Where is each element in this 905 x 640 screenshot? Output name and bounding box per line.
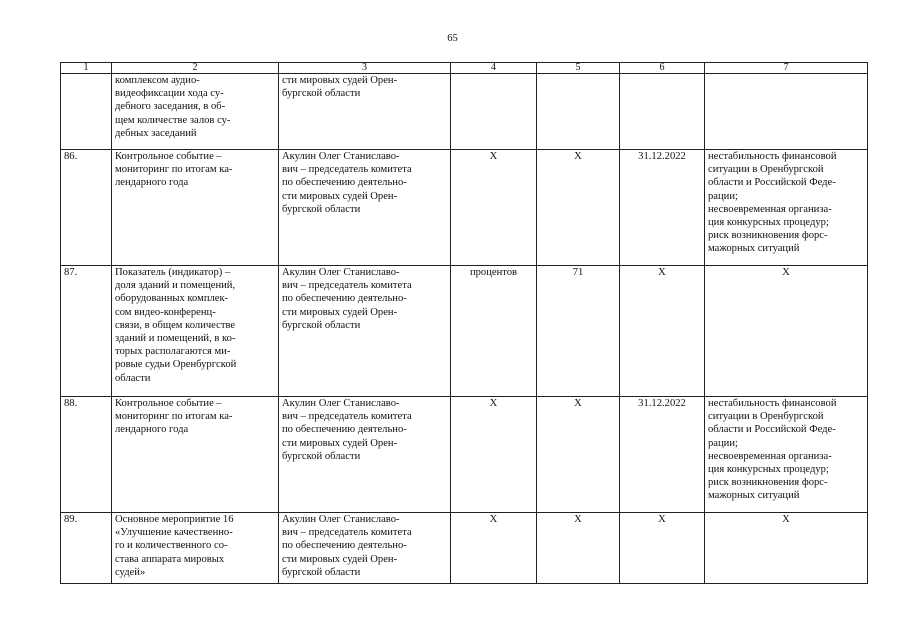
risks-cell xyxy=(705,397,868,513)
item-name: Контрольное событие – мониторинг по итогам ка- лендарного года xyxy=(115,151,233,189)
unit-value: процентов xyxy=(469,267,518,278)
row-number-cell xyxy=(61,513,112,584)
name-cell xyxy=(112,266,279,397)
item-name: комплексом аудио- видеофиксации хода су- дебного заседания, в об- щем количестве залов су- дебных заседаний xyxy=(115,75,231,139)
indicator-value: X xyxy=(574,398,582,409)
risks-cell xyxy=(705,266,868,397)
date-cell xyxy=(620,150,705,266)
date-cell xyxy=(620,74,705,150)
row-number-cell xyxy=(61,74,112,150)
indicator-value: X xyxy=(574,151,582,162)
risks-text: нестабильность финансовой ситуации в Оренбургской области и Российской Феде- рации; несвоевременная организа- ция конкурсных процедур; риск возникновения форс- мажорных ситуаций xyxy=(708,398,837,502)
responsible-person: Акулин Олег Станиславо- вич – председатель комитета по обеспечению деятельно- сти мировых судей Орен- бургской области xyxy=(282,267,412,331)
unit-value: X xyxy=(489,398,498,409)
name-cell xyxy=(112,397,279,513)
risks-cell xyxy=(705,74,868,150)
deadline-date: X xyxy=(658,514,666,525)
name-cell xyxy=(112,74,279,150)
deadline-date: 31.12.2022 xyxy=(638,398,686,409)
table-row xyxy=(61,74,868,150)
responsible-cell xyxy=(279,397,451,513)
value-cell xyxy=(537,397,620,513)
column-number: 1 xyxy=(61,63,112,74)
row-number: 86. xyxy=(64,151,78,162)
unit-cell xyxy=(451,74,537,150)
column-number: 5 xyxy=(537,63,620,74)
row-number: 87. xyxy=(64,267,78,278)
responsible-person: Акулин Олег Станиславо- вич – председатель комитета по обеспечению деятельно- сти мировых судей Орен- бургской области xyxy=(282,398,412,462)
value-cell xyxy=(537,74,620,150)
row-number-cell xyxy=(61,266,112,397)
risks-text: нестабильность финансовой ситуации в Оренбургской области и Российской Феде- рации; несвоевременная организа- ция конкурсных процедур; риск возникновения форс- мажорных ситуаций xyxy=(708,151,837,255)
table-row xyxy=(61,397,868,513)
unit-cell xyxy=(451,397,537,513)
unit-value: X xyxy=(489,514,498,525)
column-number: 3 xyxy=(279,63,451,74)
responsible-cell xyxy=(279,150,451,266)
value-cell xyxy=(537,266,620,397)
indicator-value: 71 xyxy=(572,267,584,278)
responsible-person: Акулин Олег Станиславо- вич – председатель комитета по обеспечению деятельно- сти мировых судей Орен- бургской области xyxy=(282,151,412,215)
item-name: Контрольное событие – мониторинг по итогам ка- лендарного года xyxy=(115,398,233,436)
unit-cell xyxy=(451,266,537,397)
page-number: 65 xyxy=(447,33,458,44)
responsible-cell xyxy=(279,266,451,397)
unit-value: X xyxy=(489,151,498,162)
column-number: 4 xyxy=(451,63,537,74)
responsible-cell xyxy=(279,513,451,584)
column-number: 2 xyxy=(112,63,279,74)
risks-cell xyxy=(705,513,868,584)
table-row xyxy=(61,266,868,397)
row-number-cell xyxy=(61,397,112,513)
data-table xyxy=(60,62,868,584)
row-number-cell xyxy=(61,150,112,266)
item-name: Основное мероприятие 16 «Улучшение качественно- го и количественного со- става аппарата мировых судей» xyxy=(115,514,234,578)
date-cell xyxy=(620,513,705,584)
table-row xyxy=(61,513,868,584)
column-number: 6 xyxy=(620,63,705,74)
row-number: 88. xyxy=(64,398,78,409)
risks-text: X xyxy=(782,514,790,525)
unit-cell xyxy=(451,513,537,584)
value-cell xyxy=(537,150,620,266)
risks-cell xyxy=(705,150,868,266)
responsible-cell xyxy=(279,74,451,150)
column-number-row xyxy=(61,63,868,74)
table-row xyxy=(61,150,868,266)
date-cell xyxy=(620,397,705,513)
risks-text: X xyxy=(782,267,790,278)
unit-cell xyxy=(451,150,537,266)
date-cell xyxy=(620,266,705,397)
responsible-person: сти мировых судей Орен- бургской области xyxy=(282,75,398,100)
name-cell xyxy=(112,150,279,266)
deadline-date: X xyxy=(658,267,666,278)
name-cell xyxy=(112,513,279,584)
column-number: 7 xyxy=(705,63,868,74)
row-number: 89. xyxy=(64,514,78,525)
indicator-value: X xyxy=(574,514,582,525)
item-name: Показатель (индикатор) – доля зданий и помещений, оборудованных комплек- сом видео-конференц- связи, в общем количестве зданий и помещений, в ко- торых располагаются ми- ровые судьи Оренбургской области xyxy=(115,267,237,384)
value-cell xyxy=(537,513,620,584)
responsible-person: Акулин Олег Станиславо- вич – председатель комитета по обеспечению деятельно- сти мировых судей Орен- бургской области xyxy=(282,514,412,578)
deadline-date: 31.12.2022 xyxy=(638,151,686,162)
